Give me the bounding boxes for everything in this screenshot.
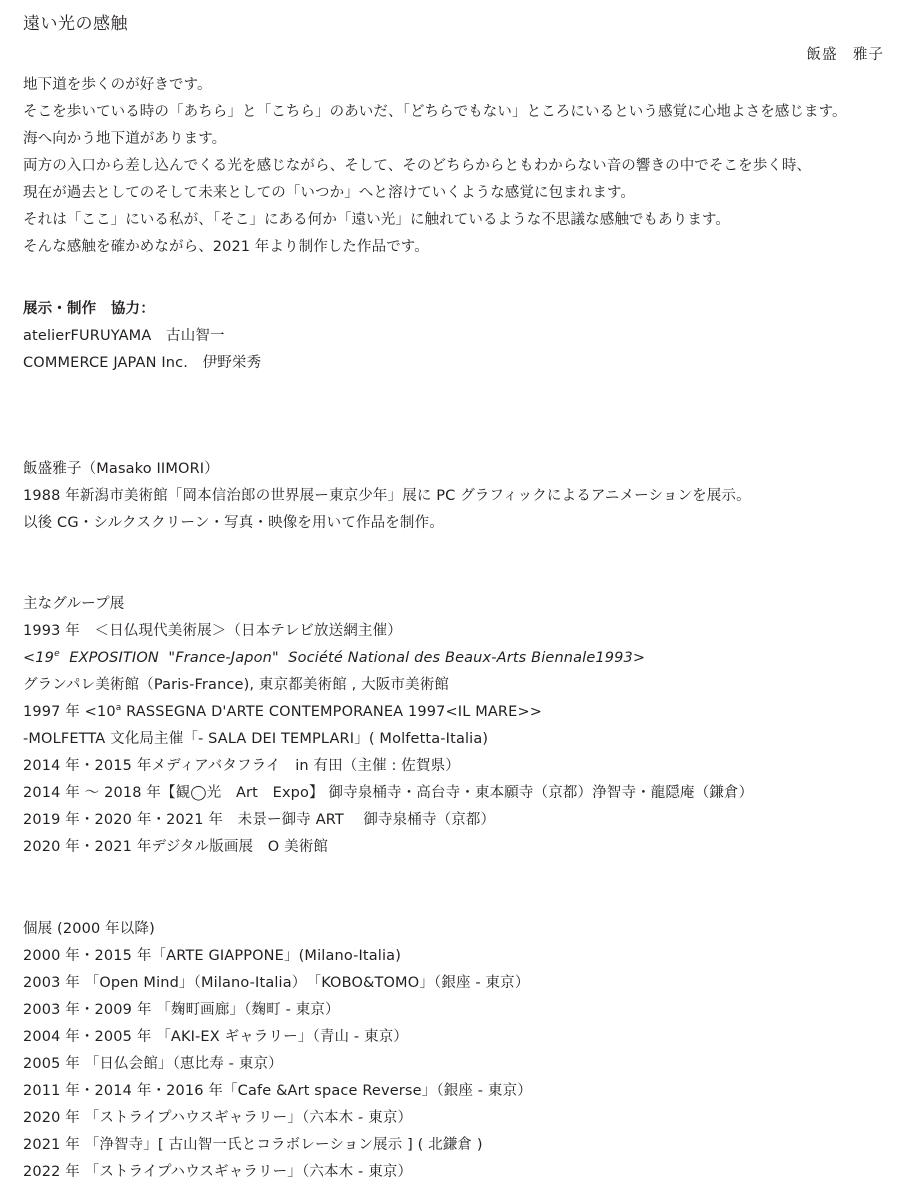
statement-line: そんな感触を確かめながら、2021 年より制作した作品です。: [23, 239, 429, 255]
group-show-item: 2014 年 〜 2018 年【観◯光 Art Expo】 御寺泉桶寺・高台寺・東本願寺（京都）浄智寺・龍隠庵（鎌倉）: [23, 785, 754, 801]
statement-line: 海へ向かう地下道があります。: [23, 131, 227, 147]
solo-show-item: 2004 年・2005 年 「AKI-EX ギャラリー」（青山 - 東京）: [23, 1029, 409, 1045]
statement-line: 現在が過去としてのそして未来としての「いつか」へと溶けていくような感覚に包まれます。: [23, 185, 636, 201]
solo-show-item: 2003 年・2009 年 「麹町画廊」（麹町 - 東京）: [23, 1002, 340, 1018]
group-show-text: 1997 年 <10: [23, 704, 116, 720]
group-show-text: EXPOSITION "France-Japon" Société National des Beaux-Arts Biennale1993>: [59, 650, 646, 666]
statement-line: それは「ここ」にいる私が、「そこ」にある何か「遠い光」に触れているような不思議な感触でもあります。: [23, 212, 730, 228]
group-show-text: <19: [23, 650, 55, 666]
group-shows-heading: 主なグループ展: [23, 596, 125, 612]
group-show-item: 1993 年 ＜日仏現代美術展＞（日本テレビ放送網主催）: [23, 623, 402, 639]
profile-line: 1988 年新潟市美術館「岡本信治郎の世界展ー東京少年」展に PC グラフィックによるアニメーションを展示。: [23, 488, 751, 504]
credit-item: atelierFURUYAMA 古山智一: [23, 328, 225, 344]
statement-line: 両方の入口から差し込んでくる光を感じながら、そして、そのどちらからともわからない音の響きの中でそこを歩く時、: [23, 158, 812, 174]
solo-show-item: 2022 年 「ストライプハウスギャラリー」（六本木 - 東京）: [23, 1164, 413, 1180]
credits-section: [23, 296, 261, 377]
solo-show-item: 2011 年・2014 年・2016 年「Cafe &Art space Reverse」（銀座 - 東京）: [23, 1083, 532, 1099]
ordinal-superscript: a: [115, 703, 122, 713]
profile-line: 以後 CG・シルクスクリーン・写真・映像を用いて作品を制作。: [23, 515, 444, 531]
author-name: 飯盛 雅子: [806, 47, 884, 63]
statement-line: そこを歩いている時の「あちら」と「こちら」のあいだ、「どちらでもない」ところにいるという感覚に心地よさを感じます。: [23, 104, 847, 120]
solo-show-item: 2021 年 「浄智寺」[ 古山智一氏とコラボレーション展示 ] ( 北鎌倉 ): [23, 1137, 483, 1153]
solo-show-item: 2005 年 「日仏会館」（恵比寿 - 東京）: [23, 1056, 283, 1072]
group-show-item: -MOLFETTA 文化局主催「- SALA DEI TEMPLARI」( Molfetta-Italia): [23, 731, 489, 747]
credits-heading: 展示・制作 協力：: [23, 301, 155, 317]
group-show-text: RASSEGNA D'ARTE CONTEMPORANEA 1997<IL MARE>>: [121, 704, 543, 720]
group-show-item: [23, 645, 753, 672]
solo-shows-section: [23, 916, 532, 1186]
group-shows-section: [23, 591, 753, 861]
group-show-item: 2014 年・2015 年メディアバタフライ in 有田（主催 : 佐賀県）: [23, 758, 460, 774]
artist-statement: [23, 72, 847, 261]
group-show-item: 2020 年・2021 年デジタル版画展 O 美術館: [23, 839, 329, 855]
artist-profile: [23, 456, 751, 537]
group-show-item: [23, 699, 753, 726]
credit-item: COMMERCE JAPAN Inc. 伊野栄秀: [23, 355, 262, 371]
profile-name: 飯盛雅子（Masako IIMORI）: [23, 461, 219, 477]
statement-line: 地下道を歩くのが好きです。: [23, 77, 212, 93]
solo-show-item: 2003 年 「Open Mind」（Milano-Italia） 「KOBO&TOMO」（銀座 - 東京）: [23, 975, 530, 991]
solo-show-item: 2020 年 「ストライプハウスギャラリー」（六本木 - 東京）: [23, 1110, 413, 1126]
group-show-item: グランパレ美術館（Paris-France), 東京都美術館 , 大阪市美術館: [23, 677, 450, 693]
solo-shows-heading: 個展 (2000 年以降): [23, 921, 155, 937]
document-title: 遠い光の感触: [23, 14, 128, 34]
group-show-item: 2019 年・2020 年・2021 年 未景ー御寺 ART 御寺泉桶寺（京都）: [23, 812, 496, 828]
solo-show-item: 2000 年・2015 年「ARTE GIAPPONE」(Milano-Italia): [23, 948, 401, 964]
ordinal-superscript: e: [54, 649, 60, 659]
